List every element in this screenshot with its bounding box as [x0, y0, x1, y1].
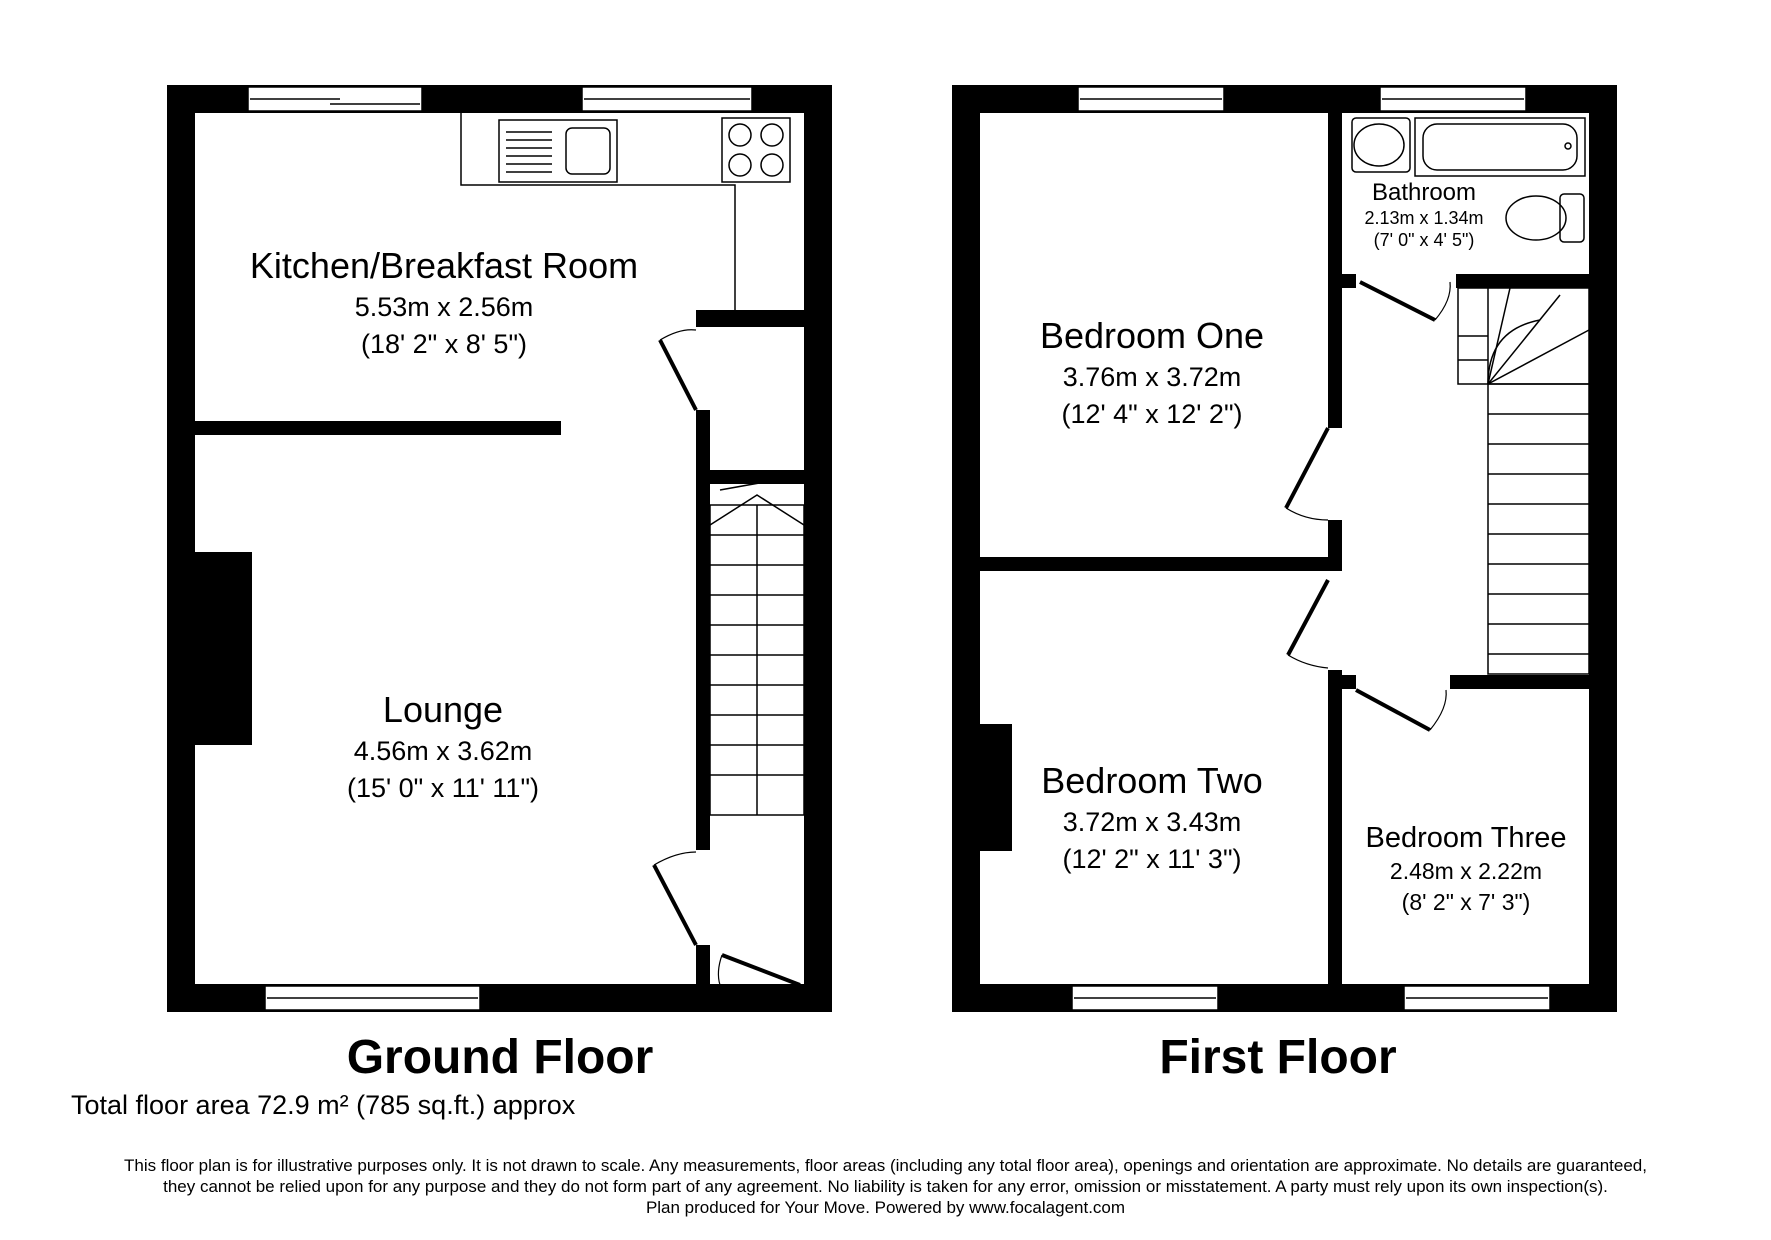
disclaimer-line-2: they cannot be relied upon for any purpose and they do not form part of any agreement. No liability is taken for any error, omission or misstatement. A party must rely upon its own inspection(s).: [163, 1177, 1608, 1196]
gf-wall-left: [167, 85, 195, 1012]
room-imperial-bedroom-two: (12' 2" x 11' 3"): [1062, 844, 1242, 874]
ff-wall-right: [1589, 85, 1617, 1012]
room-imperial-bedroom-three: (8' 2" x 7' 3"): [1401, 889, 1531, 915]
disclaimer-line-3: Plan produced for Your Move. Powered by www.focalagent.com: [645, 1198, 1126, 1217]
gf-stairs: [710, 475, 804, 815]
room-name-bedroom-three: Bedroom Three: [1365, 822, 1567, 854]
room-name-bathroom: Bathroom: [1371, 179, 1477, 206]
ff-wall-bathroom-bottom: [1456, 274, 1589, 288]
ff-door-bedone: [1286, 428, 1328, 508]
gf-door-front: [722, 955, 800, 985]
gf-door-hall: [654, 865, 696, 945]
room-metric-kitchen: 5.53m x 2.56m: [354, 292, 534, 322]
ff-wall-bedone-bedtwo: [980, 557, 1342, 571]
gf-wall-kitchen-lounge: [195, 421, 561, 435]
room-imperial-kitchen: (18' 2" x 8' 5"): [360, 329, 528, 359]
room-metric-lounge: 4.56m x 3.62m: [353, 736, 533, 766]
room-imperial-lounge: (15' 0" x 11' 11"): [346, 773, 540, 803]
ground-floor-title: Ground Floor: [346, 1031, 654, 1084]
room-name-lounge: Lounge: [382, 689, 504, 730]
room-name-kitchen: Kitchen/Breakfast Room: [249, 245, 639, 286]
gf-sink-bowl: [566, 128, 610, 174]
disclaimer-line-1: This floor plan is for illustrative purposes only. It is not drawn to scale. Any measurements, floor areas (including any total floor area), openings and orientation are approximate. No details are guaranteed,: [124, 1156, 1647, 1175]
ff-wall-bedone-right-upper: [1328, 113, 1342, 428]
first-floor-title: First Floor: [1159, 1031, 1397, 1084]
ff-wall-bedthree-top-left: [1342, 675, 1356, 689]
gf-wall-right: [804, 85, 832, 1012]
disclaimer: [0, 1155, 1771, 1218]
gf-doors: [654, 330, 800, 985]
room-imperial-bathroom: (7' 0" x 4' 5"): [1373, 230, 1475, 250]
ff-door-bathroom: [1360, 282, 1435, 320]
gf-wall-stair-side-lower: [696, 410, 710, 850]
room-metric-bedroom-three: 2.48m x 2.22m: [1389, 858, 1543, 884]
ff-wall-bedthree-top: [1450, 675, 1589, 689]
ff-basin: [1352, 118, 1410, 172]
ff-bath: [1415, 118, 1585, 176]
room-name-bedroom-two: Bedroom Two: [1041, 760, 1263, 801]
ff-wall-left: [952, 85, 980, 1012]
room-metric-bathroom: 2.13m x 1.34m: [1364, 208, 1484, 228]
ff-stairs: [1458, 288, 1589, 674]
total-floor-area: Total floor area 72.9 m² (785 sq.ft.) approx: [71, 1090, 576, 1120]
ff-chimney-breast: [980, 724, 1012, 851]
ground-floor-plan: [167, 85, 832, 1012]
ff-wall-bedtwo-right: [1328, 670, 1342, 984]
ff-door-bedthree: [1356, 690, 1430, 730]
gf-wall-hall-lower: [696, 945, 710, 985]
room-metric-bedroom-one: 3.76m x 3.72m: [1062, 362, 1242, 392]
gf-wall-cupboard-top: [696, 310, 804, 327]
ff-wall-bathroom-bottom-left: [1342, 274, 1356, 288]
gf-windows: [248, 87, 752, 1010]
ff-doors: [1286, 282, 1450, 730]
gf-chimney-breast: [195, 552, 252, 745]
ff-toilet: [1506, 196, 1566, 240]
room-labels: [250, 179, 1567, 915]
room-name-bedroom-one: Bedroom One: [1039, 315, 1265, 356]
gf-door-cupboard: [660, 340, 696, 410]
ff-door-bedtwo: [1288, 580, 1328, 655]
room-imperial-bedroom-one: (12' 4" x 12' 2"): [1061, 399, 1243, 429]
room-metric-bedroom-two: 3.72m x 3.43m: [1062, 807, 1242, 837]
